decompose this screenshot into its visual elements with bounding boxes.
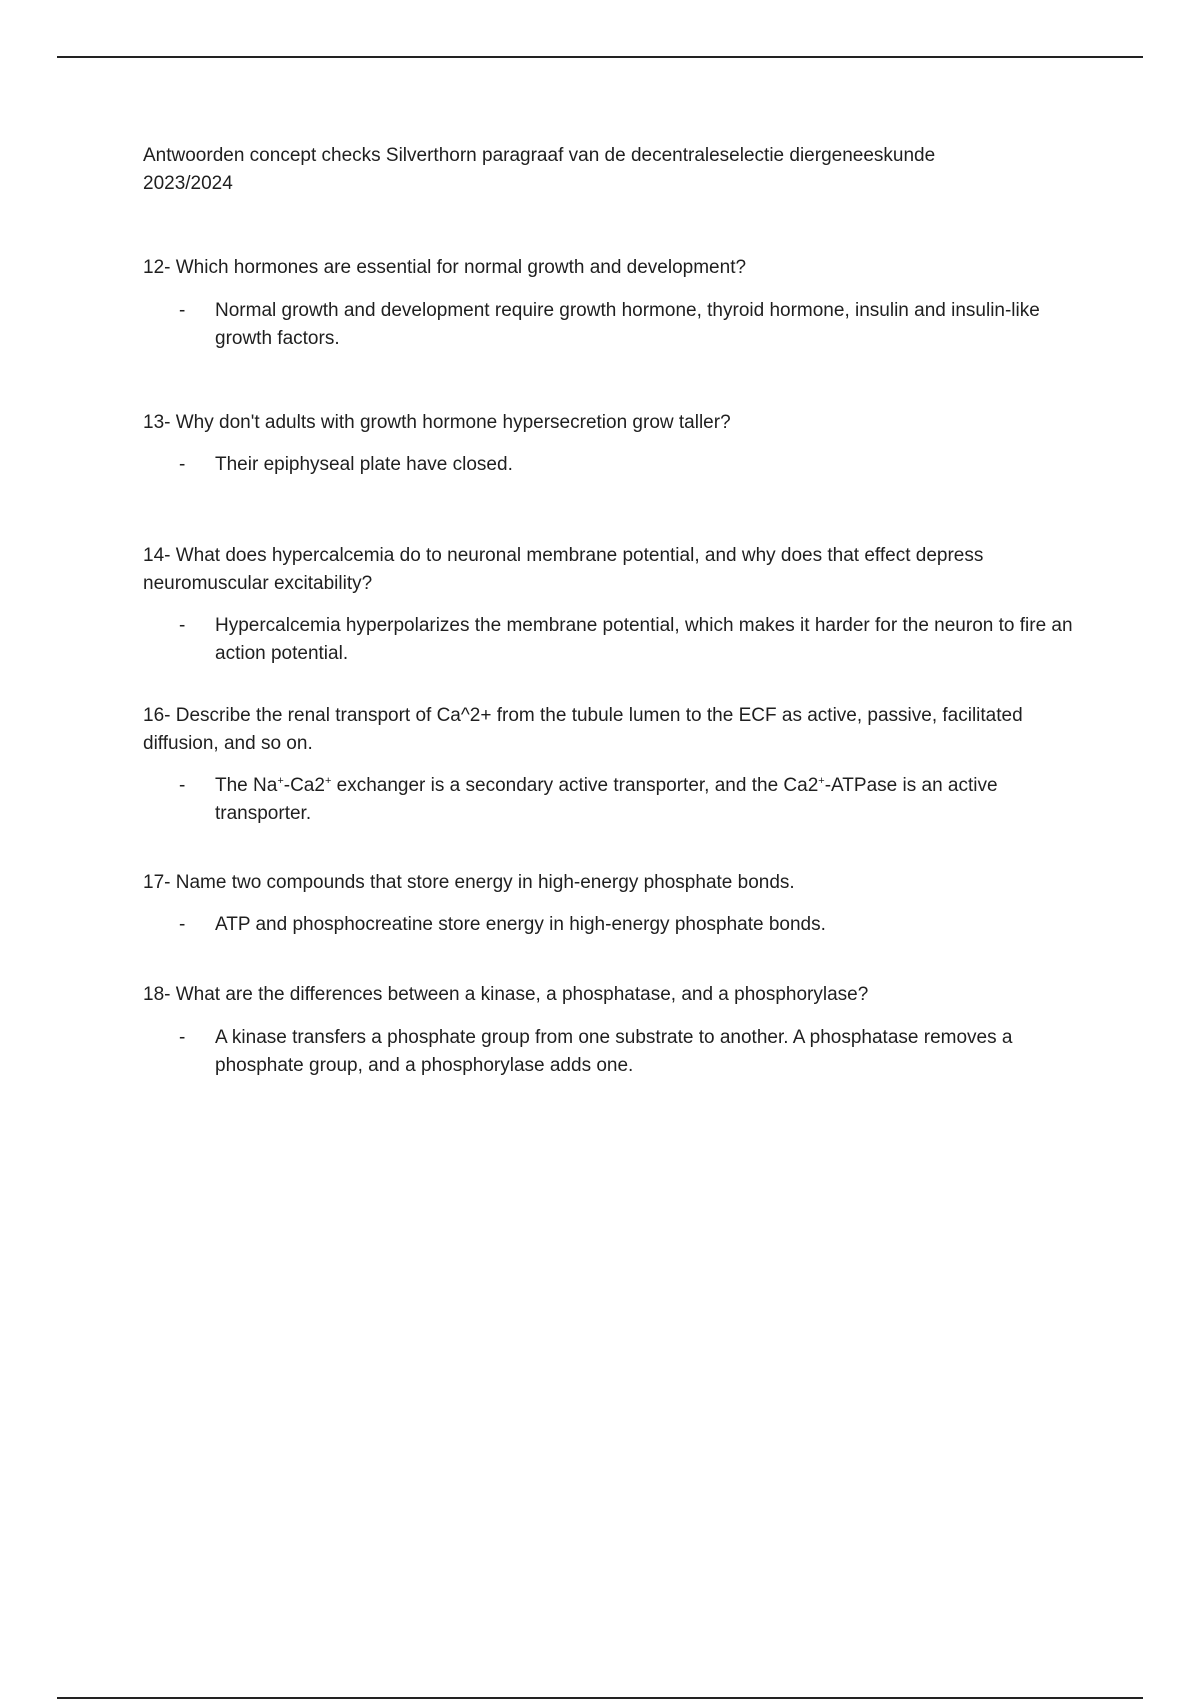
bullet-dash: - — [179, 300, 186, 321]
answer-16-text-part: -Ca2 — [283, 775, 325, 796]
qa-item-12 — [143, 254, 1073, 353]
answer-12 — [143, 297, 1073, 353]
bullet-dash: - — [179, 775, 186, 796]
header-rule — [57, 56, 1143, 58]
answer-14 — [143, 612, 1073, 668]
answer-13-text: Their epiphyseal plate have closed. — [215, 454, 513, 475]
qa-item-16 — [143, 702, 1073, 828]
question-13: 13- Why don't adults with growth hormone hypersecretion grow taller? — [143, 412, 731, 433]
answer-13 — [143, 451, 1073, 479]
superscript-plus: + — [277, 775, 284, 787]
question-18: 18- What are the differences between a kinase, a phosphatase, and a phosphorylase? — [143, 984, 869, 1005]
bullet-dash: - — [179, 914, 186, 935]
question-12: 12- Which hormones are essential for normal growth and development? — [143, 257, 747, 278]
superscript-plus: + — [818, 775, 825, 787]
bullet-dash: - — [179, 615, 186, 636]
answer-16-text-part: exchanger is a secondary active transporter, and the Ca2 — [331, 775, 819, 796]
qa-item-13 — [143, 409, 1073, 479]
qa-item-14 — [143, 542, 1073, 668]
document-body — [143, 142, 1073, 1080]
question-17: 17- Name two compounds that store energy in high-energy phosphate bonds. — [143, 872, 795, 893]
bullet-dash: - — [179, 454, 186, 475]
answer-12-text: Normal growth and development require growth hormone, thyroid hormone, insulin and insulin-like growth factors. — [215, 300, 1040, 349]
answer-14-text: Hypercalcemia hyperpolarizes the membrane potential, which makes it harder for the neuron to fire an action potential. — [215, 615, 1073, 664]
answer-17-text: ATP and phosphocreatine store energy in high-energy phosphate bonds. — [215, 914, 826, 935]
qa-item-18 — [143, 981, 1073, 1080]
question-16: 16- Describe the renal transport of Ca^2+ from the tubule lumen to the ECF as active, passive, facilitated diffusion, and so on. — [143, 705, 1023, 754]
answer-16-text — [215, 775, 998, 824]
superscript-plus: + — [324, 775, 332, 787]
answer-16-text-part: -ATPase is an active transporter. — [215, 775, 998, 824]
qa-item-17 — [143, 869, 1073, 939]
answer-18 — [143, 1024, 1073, 1080]
bullet-dash: - — [179, 1027, 186, 1048]
footer-rule — [57, 1697, 1143, 1699]
answer-18-text: A kinase transfers a phosphate group from one substrate to another. A phosphatase removes a phosphate group, and a phosphorylase adds one. — [215, 1027, 1013, 1076]
answer-16-text-part: The Na — [215, 775, 278, 796]
answer-17 — [143, 911, 1073, 939]
question-14: 14- What does hypercalcemia do to neuronal membrane potential, and why does that effect depress neuromuscular excitability? — [143, 545, 984, 594]
answer-16 — [143, 772, 1073, 828]
document-title: Antwoorden concept checks Silverthorn paragraaf van de decentraleselectie diergeneeskunde 2023/2024 — [143, 145, 936, 194]
